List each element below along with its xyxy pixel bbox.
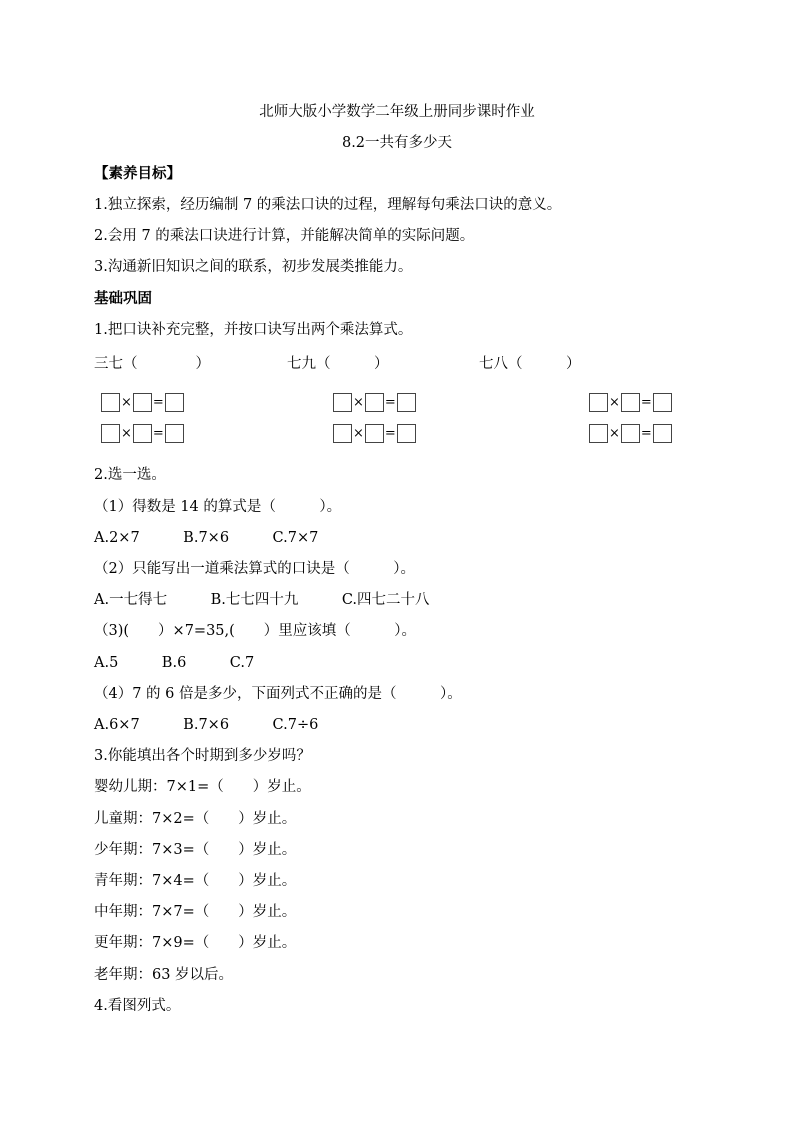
answer-box[interactable] [101, 424, 120, 443]
equals-sign: = [384, 395, 396, 410]
answer-box[interactable] [165, 424, 184, 443]
question-3-stem: 3.你能填出各个时期到多少岁吗？ [94, 748, 311, 764]
equation-row [101, 424, 184, 443]
answer-box[interactable] [589, 424, 608, 443]
equals-sign: = [152, 426, 164, 441]
answer-box[interactable] [365, 424, 384, 443]
times-sign: × [609, 395, 620, 410]
equals-sign: = [152, 395, 164, 410]
equation-row [333, 393, 416, 412]
goal-item: 2.会用 7 的乘法口诀进行计算，并能解决简单的实际问题。 [94, 228, 475, 244]
equation-row [333, 424, 416, 443]
age-period-line: 婴幼儿期：7×1=（ ）岁止。 [94, 779, 311, 795]
age-period-line: 儿童期：7×2=（ ）岁止。 [94, 811, 297, 827]
q2-part-question: （1）得数是 14 的算式是（ ）。 [94, 499, 342, 515]
equals-sign: = [640, 395, 652, 410]
answer-box[interactable] [621, 393, 640, 412]
answer-box[interactable] [133, 393, 152, 412]
q2-part-question: （4）7 的 6 倍是多少，下面列式不正确的是（ ）。 [94, 686, 462, 702]
times-sign: × [353, 426, 364, 441]
q2-part-options: A.6×7 B.7×6 C.7÷6 [94, 717, 319, 733]
times-sign: × [121, 426, 132, 441]
goals-heading: 【素养目标】 [94, 165, 181, 182]
equation-row [589, 424, 672, 443]
answer-box[interactable] [365, 393, 384, 412]
question-4-stem: 4.看图列式。 [94, 998, 181, 1014]
worksheet-title: 北师大版小学数学二年级上册同步课时作业 [259, 104, 535, 120]
equation-row [101, 393, 184, 412]
equation-row [589, 393, 672, 412]
equals-sign: = [384, 426, 396, 441]
equals-sign: = [640, 426, 652, 441]
rhyme-blank-1: 三七（ ） [94, 356, 210, 372]
age-period-line: 青年期：7×4=（ ）岁止。 [94, 873, 297, 889]
times-sign: × [121, 395, 132, 410]
answer-box[interactable] [133, 424, 152, 443]
times-sign: × [609, 426, 620, 441]
q2-part-options: A.一七得七 B.七七四十九 C.四七二十八 [94, 592, 430, 608]
answer-box[interactable] [397, 393, 416, 412]
goal-item: 1.独立探索，经历编制 7 的乘法口诀的过程，理解每句乘法口诀的意义。 [94, 197, 562, 213]
q2-part-options: A.2×7 B.7×6 C.7×7 [94, 530, 319, 546]
goal-item: 3.沟通新旧知识之间的联系，初步发展类推能力。 [94, 259, 413, 275]
lesson-subtitle: 8.2一共有多少天 [341, 135, 453, 151]
answer-box[interactable] [621, 424, 640, 443]
answer-box[interactable] [333, 393, 352, 412]
age-period-line: 老年期：63 岁以后。 [94, 967, 234, 983]
rhyme-blank-3: 七八（ ） [479, 356, 581, 372]
answer-box[interactable] [589, 393, 608, 412]
answer-box[interactable] [653, 393, 672, 412]
age-period-line: 更年期：7×9=（ ）岁止。 [94, 935, 297, 951]
question-2-stem: 2.选一选。 [94, 467, 166, 483]
age-period-line: 中年期：7×7=（ ）岁止。 [94, 904, 297, 920]
answer-box[interactable] [333, 424, 352, 443]
rhyme-blank-2: 七九（ ） [287, 356, 389, 372]
answer-box[interactable] [397, 424, 416, 443]
answer-box[interactable] [101, 393, 120, 412]
q2-part-question: （3)( ）×7=35,( ）里应该填（ ）。 [94, 623, 417, 639]
answer-box[interactable] [653, 424, 672, 443]
q2-part-question: （2）只能写出一道乘法算式的口诀是（ ）。 [94, 561, 415, 577]
q2-part-options: A.5 B.6 C.7 [94, 655, 255, 671]
question-1-stem: 1.把口诀补充完整，并按口诀写出两个乘法算式。 [94, 322, 413, 338]
answer-box[interactable] [165, 393, 184, 412]
times-sign: × [353, 395, 364, 410]
basics-heading: 基础巩固 [94, 290, 152, 307]
age-period-line: 少年期：7×3=（ ）岁止。 [94, 842, 297, 858]
